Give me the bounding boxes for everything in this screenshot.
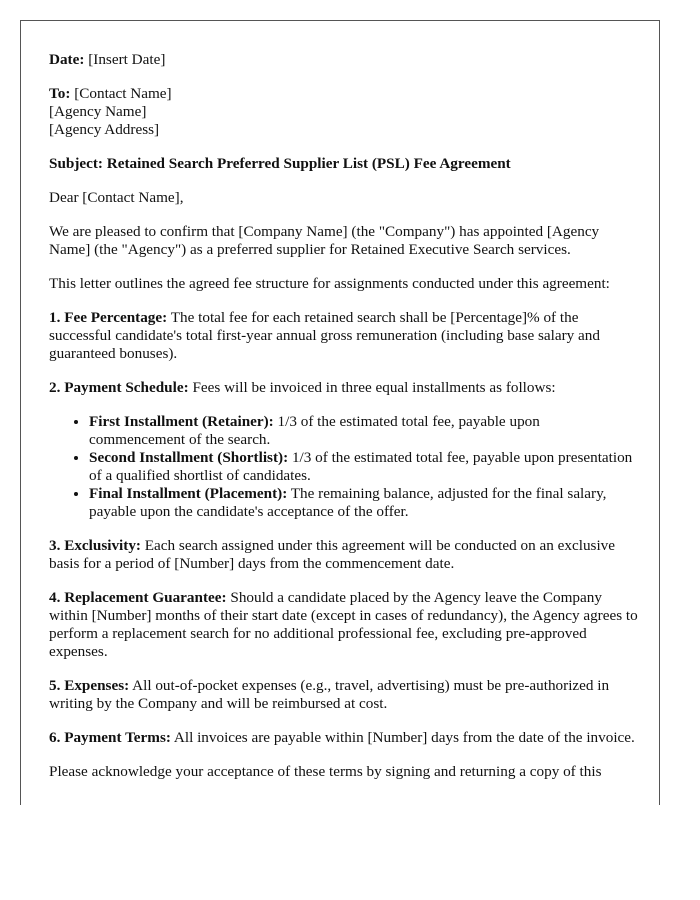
section-text: Should a candidate placed by the Agency leave the Company within [Number] months of their start date (except in cases of redundancy), the Agency agrees to perform a replacement search for no additional professional fee, excluding pre-approved expenses. [49,589,638,660]
section-payment-terms [49,729,639,747]
section-payment-schedule [49,379,639,397]
section-text: All invoices are payable within [Number] days from the date of the invoice. [170,729,635,746]
date-line [49,51,639,69]
installment-title: First Installment (Retainer): [89,413,274,430]
section-expenses [49,677,639,713]
recipient-agency: [Agency Name] [49,103,147,120]
installment-title: Final Installment (Placement): [89,485,288,502]
section-title: 4. Replacement Guarantee: [49,589,227,606]
subject-line [49,155,639,173]
recipient-block [49,85,639,139]
recipient-name: [Contact Name] [74,85,172,102]
section-fee-percentage [49,309,639,363]
installment-text: The remaining balance, adjusted for the final salary, payable upon the candidate's acceptance of the offer. [89,485,607,520]
section-title: 5. Expenses: [49,677,130,694]
section-title: 2. Payment Schedule: [49,379,189,396]
section-text: Each search assigned under this agreement will be conducted on an exclusive basis for a period of [Number] days from the commencement date. [49,537,616,572]
date-label: Date: [49,51,85,68]
installment-text: 1/3 of the estimated total fee, payable upon commencement of the search. [89,413,540,448]
date-value: [Insert Date] [88,51,166,68]
installment-item [89,449,639,485]
section-text: The total fee for each retained search shall be [Percentage]% of the successful candidate's total first-year annual gross remuneration (including base salary and guaranteed bonuses). [49,309,600,362]
closing-paragraph: Please acknowledge your acceptance of these terms by signing and returning a copy of this [49,763,602,780]
section-title: 3. Exclusivity: [49,537,141,554]
section-replacement-guarantee [49,589,639,661]
section-exclusivity [49,537,639,573]
outline-paragraph: This letter outlines the agreed fee structure for assignments conducted under this agreement: [49,275,610,292]
section-text: All out-of-pocket expenses (e.g., travel, advertising) must be pre-authorized in writing by the Company and will be reimbursed at cost. [49,677,610,712]
letter-page [20,20,660,805]
to-label: To: [49,85,71,102]
salutation: Dear [Contact Name], [49,189,184,206]
section-text: Fees will be invoiced in three equal installments as follows: [188,379,556,396]
installment-item [89,485,639,521]
subject-text: Subject: Retained Search Preferred Supplier List (PSL) Fee Agreement [49,155,511,172]
recipient-address: [Agency Address] [49,121,160,138]
installment-title: Second Installment (Shortlist): [89,449,289,466]
installment-item [89,413,639,449]
installment-text: 1/3 of the estimated total fee, payable upon presentation of a qualified shortlist of candidates. [89,449,633,484]
intro-paragraph: We are pleased to confirm that [Company Name] (the "Company") has appointed [Agency Name] (the "Agency") as a preferred supplier for Retained Executive Search services. [49,223,600,258]
letter-content [49,51,639,797]
section-title: 1. Fee Percentage: [49,309,168,326]
installment-list [49,413,639,521]
section-title: 6. Payment Terms: [49,729,171,746]
